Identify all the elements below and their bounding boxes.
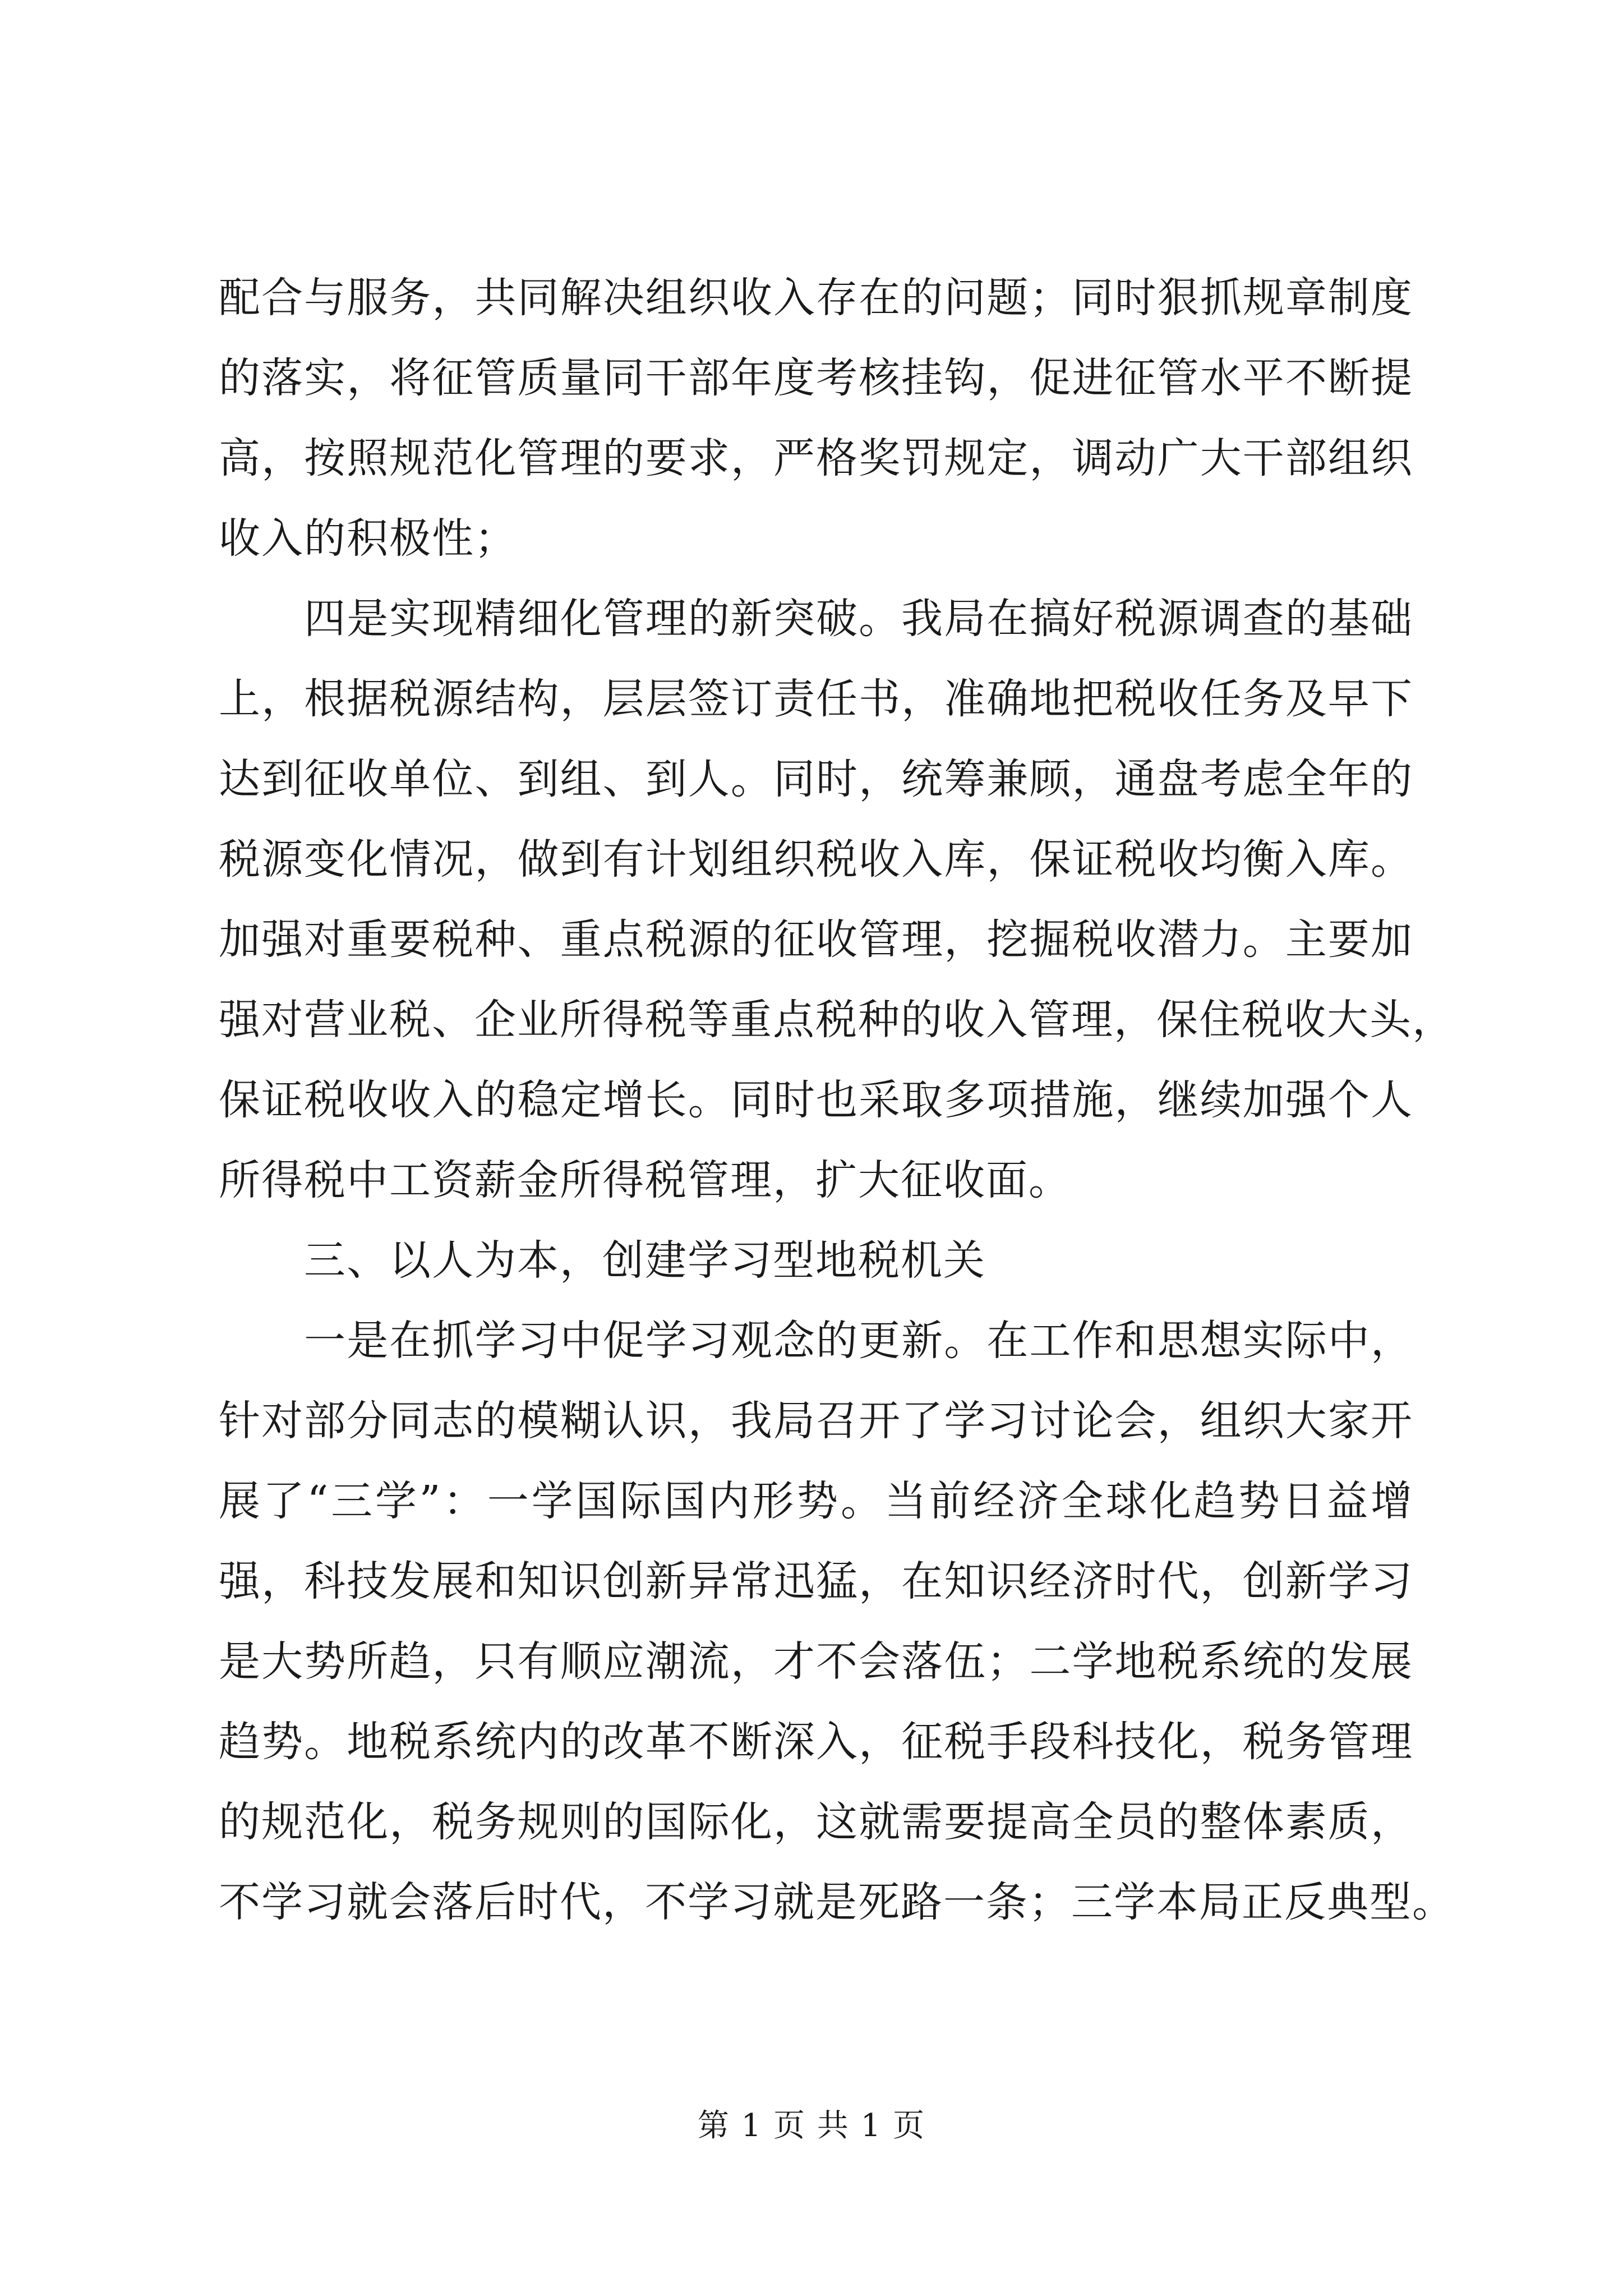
text-line: 不学习就会落后时代，不学习就是死路一条；三学本局正反典型。 [219, 1878, 1455, 1926]
text-line: 趋势。地税系统内的改革不断深入，征税手段科技化，税务管理 [219, 1718, 1413, 1766]
text-line: 配合与服务，共同解决组织收入存在的问题；同时狠抓规章制度 [219, 274, 1413, 322]
text-line: 保证税收收入的稳定增长。同时也采取多项措施，继续加强个人 [219, 1076, 1413, 1124]
page-number-footer: 第 1 页 共 1 页 [697, 2108, 926, 2144]
text-line: 加强对重要税种、重点税源的征收管理，挖掘税收潜力。主要加 [219, 915, 1413, 964]
text-line: 针对部分同志的模糊认识，我局召开了学习讨论会，组织大家开 [219, 1397, 1413, 1445]
text-line: 高，按照规范化管理的要求，严格奖罚规定，调动广大干部组织 [219, 434, 1413, 482]
text-line: 达到征收单位、到组、到人。同时，统筹兼顾，通盘考虑全年的 [219, 755, 1413, 803]
text-line: 展了“三学”：一学国际国内形势。当前经济全球化趋势日益增 [219, 1477, 1413, 1525]
section-heading: 三、以人为本，创建学习型地税机关 [219, 1236, 986, 1285]
text-line: 的规范化，税务规则的国际化，这就需要提高全员的整体素质， [219, 1798, 1413, 1846]
text-line: 四是实现精细化管理的新突破。我局在搞好税源调查的基础 [219, 595, 1413, 643]
text-line: 上，根据税源结构，层层签订责任书，准确地把税收任务及早下 [219, 675, 1413, 723]
body-text [219, 258, 1455, 1943]
text-line: 所得税中工资薪金所得税管理，扩大征收面。 [219, 1156, 1071, 1204]
text-line: 是大势所趋，只有顺应潮流，才不会落伍；二学地税系统的发展 [219, 1637, 1413, 1686]
text-line: 收入的积极性； [219, 514, 517, 563]
text-line: 强，科技发展和知识创新异常迅猛，在知识经济时代，创新学习 [219, 1557, 1413, 1605]
text-line: 强对营业税、企业所得税等重点税种的收入管理，保住税收大头， [219, 996, 1455, 1044]
text-line: 税源变化情况，做到有计划组织税收入库，保证税收均衡入库。 [219, 835, 1413, 884]
text-line: 的落实，将征管质量同干部年度考核挂钩，促进征管水平不断提 [219, 354, 1413, 402]
text-line: 一是在抓学习中促学习观念的更新。在工作和思想实际中， [219, 1317, 1413, 1365]
